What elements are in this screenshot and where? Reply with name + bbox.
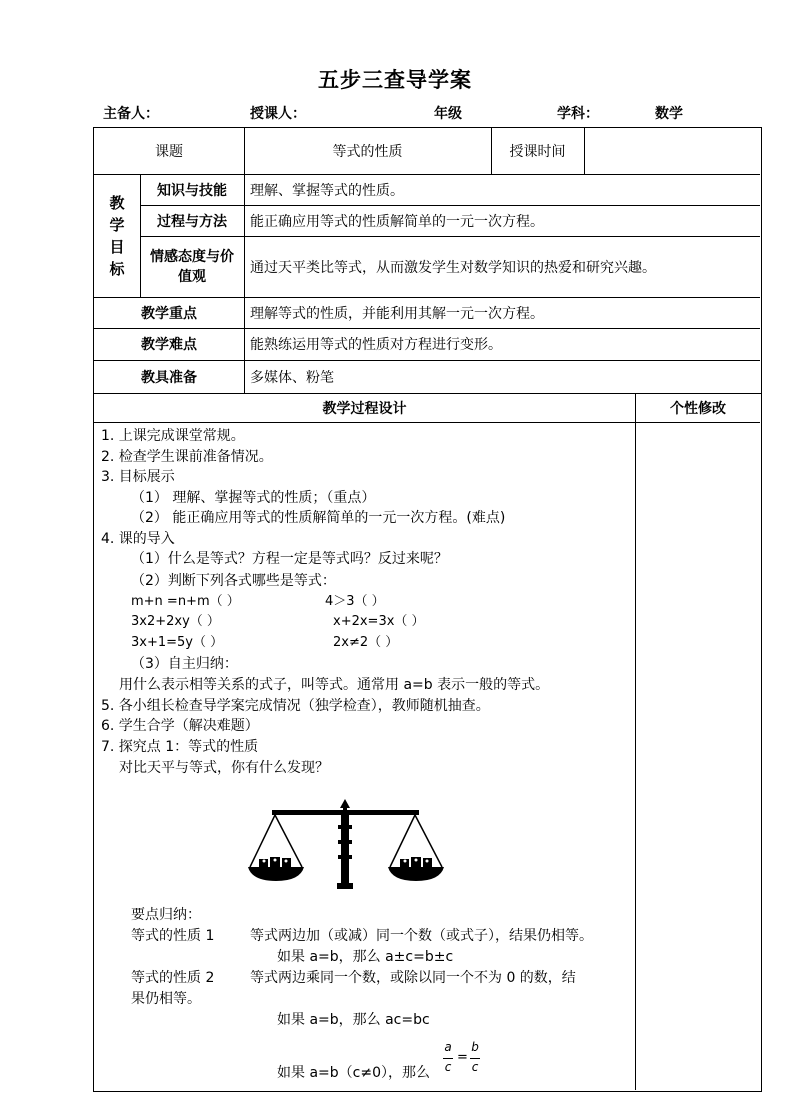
key-point-text: 理解等式的性质，并能利用其解一元一次方程。 — [250, 305, 544, 322]
property-2-equation-2: 如果 a=b（c≠0），那么 — [277, 1065, 430, 1081]
goal-process-label: 过程与方法 — [157, 213, 227, 230]
step-2: 2. 检查学生课前准备情况。 — [101, 449, 273, 465]
property-2-text: 等式两边乘同一个数，或除以同一个不为 0 的数，结 — [250, 970, 576, 986]
fraction-equals: = — [457, 1050, 468, 1065]
property-2-equation-1: 如果 a=b，那么 ac=bc — [277, 1012, 430, 1028]
fraction-denominator-c2: c — [471, 1060, 479, 1074]
subject-value: 数学 — [655, 106, 683, 122]
step-1: 1. 上课完成课堂常规。 — [101, 428, 245, 444]
grade-label: 年级 — [434, 106, 462, 122]
info-table — [93, 127, 762, 394]
goal-process-text: 能正确应用等式的性质解简单的一元一次方程。 — [250, 213, 544, 230]
fraction-denominator-c1: c — [444, 1060, 452, 1074]
step-4: 4. 课的导入 — [101, 531, 175, 547]
goal-knowledge-label: 知识与技能 — [157, 182, 227, 199]
process-header: 教学过程设计 — [322, 401, 407, 417]
tools-text: 多媒体、粉笔 — [250, 369, 334, 386]
teacher-label: 授课人： — [250, 106, 306, 122]
equation-5: 3x+1=5y（ ） — [131, 635, 224, 650]
goal-1: （1） 理解、掌握等式的性质；（重点） — [131, 490, 376, 506]
goal-2: （2） 能正确应用等式的性质解简单的一元一次方程。(难点) — [131, 510, 506, 526]
property-1-label: 等式的性质 1 — [131, 928, 215, 944]
topic-value: 等式的性质 — [332, 144, 403, 160]
question-1: （1）什么是等式？方程一定是等式吗？反过来呢？ — [131, 551, 448, 567]
key-point-label: 教学重点 — [141, 305, 197, 322]
goal-knowledge-text: 理解、掌握等式的性质。 — [250, 182, 404, 199]
equation-2: 4＞3（ ） — [325, 594, 385, 609]
fraction-numerator-b: b — [471, 1040, 479, 1054]
equation-3: 3x2+2xy（ ） — [131, 614, 220, 629]
tools-label: 教具准备 — [141, 369, 197, 386]
step-6: 6. 学生合学（解决难题） — [101, 718, 259, 734]
goal-emotion-text: 通过天平类比等式，从而激发学生对数学知识的热爱和研究兴趣。 — [250, 259, 656, 276]
time-label: 授课时间 — [509, 144, 566, 160]
page-title: 五步三查导学案 — [318, 68, 472, 92]
property-2-text-cont: 果仍相等。 — [131, 991, 201, 1007]
subject-label: 学科： — [557, 106, 599, 122]
goals-label: 教学目标 — [109, 193, 125, 278]
balance-scale-icon — [245, 795, 445, 895]
step-5: 5. 各小组长检查导学案完成情况（独学检查），教师随机抽查。 — [101, 698, 490, 714]
property-1-text: 等式两边加（或减）同一个数（或式子），结果仍相等。 — [250, 928, 593, 944]
equation-4: x+2x=3x（ ） — [333, 614, 425, 629]
step-3: 3. 目标展示 — [101, 469, 175, 485]
summary-label: 要点归纳： — [131, 907, 201, 923]
difficult-point-text: 能熟练运用等式的性质对方程进行变形。 — [250, 337, 502, 353]
difficult-point-label: 教学难点 — [141, 337, 197, 353]
personal-header: 个性修改 — [670, 401, 726, 417]
property-2-label: 等式的性质 2 — [131, 970, 215, 986]
preparer-label: 主备人： — [103, 106, 159, 122]
topic-label: 课题 — [155, 144, 183, 160]
question-3: （3）自主归纳： — [131, 656, 238, 672]
equation-1: m+n =n+m（ ） — [131, 594, 240, 609]
fraction-formula — [441, 1040, 483, 1078]
fraction-numerator-a: a — [444, 1040, 452, 1054]
compare-question: 对比天平与等式，你有什么发现？ — [119, 760, 329, 776]
question-2: （2）判断下列各式哪些是等式： — [131, 573, 336, 589]
goal-emotion-label: 情感态度与价值观 — [150, 248, 234, 285]
equation-6: 2x≠2（ ） — [333, 635, 399, 650]
definition: 用什么表示相等关系的式子，叫等式。通常用 a=b 表示一般的等式。 — [119, 677, 550, 693]
step-7: 7. 探究点 1：等式的性质 — [101, 739, 259, 755]
property-1-equation: 如果 a=b，那么 a±c=b±c — [277, 949, 454, 965]
